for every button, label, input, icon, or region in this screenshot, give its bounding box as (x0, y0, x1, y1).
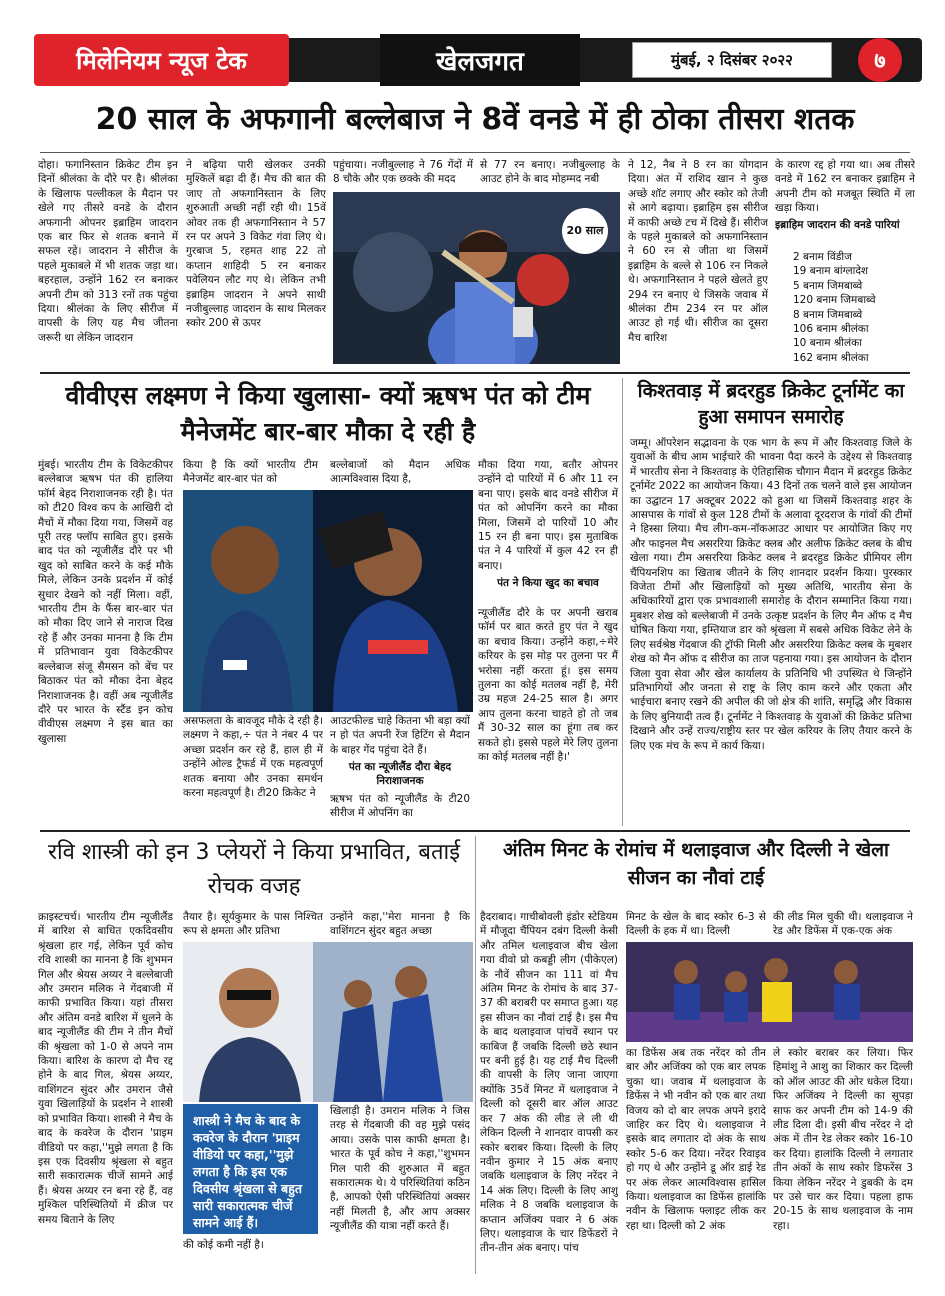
age-badge: 20 साल (562, 208, 608, 254)
stat-item: 162 बनाम श्रीलंका (793, 351, 869, 364)
story2-headline: वीवीएस लक्ष्मण ने किया खुलासा- क्यों ऋषभ पंत को टीम मैनेजमेंट बार-बार मौका दे रही है (65, 381, 591, 446)
kabaddi-photo (626, 942, 913, 1042)
section-divider (40, 830, 910, 832)
masthead (0, 0, 945, 92)
story1-col3a: पहुंचाया। नजीबुल्लाह ने 76 गेंदों में 8 चौके और एक छक्के की मदद (333, 159, 473, 186)
story5-col3a: की लीड मिल चुकी थी। थलाइवाज ने रेड और डिफेंस में एक-एक अंक (773, 911, 913, 938)
story1-col3b: से 77 रन बनाए। नजीबुल्लाह के आउट होने के बाद मोहम्मद नबी (480, 159, 620, 186)
story1-col4: ने 12, नैब ने 8 रन का योगदान दिया। अंत में राशिद खान ने कुछ अच्छे शॉट लगाए और स्कोर को तेजी से आगे बढ़ाया। इब्राहिम इस सीरीज में काफी अच्छे टच में दिखे हैं। सीरीज के पहले मुकाबले को अफगानिस्तान ने 60 रन से जीता था जिसमें इब्राहिम के बल्ले से 106 रन निकले थे। अफगानिस्तान ने पहले खेलते हुए 294 रन बनाए थे जिसके जवाब में श्रीलंका टीम 234 रन पर ऑल आउट हो गई थी। सीरीज का दूसरा मैच बारिश (628, 159, 768, 344)
story2-col4-subhead: पंत ने किया खुद का बचाव (497, 577, 599, 589)
batsman-photo (333, 192, 620, 364)
stat-item: 8 बनाम जिमबाब्वे (793, 308, 863, 321)
story3-headline: किश्तवाड़ में ब्रदरहुड क्रिकेट टूर्नामेंट का हुआ समापन समारोह (637, 380, 905, 428)
kabaddi-photo-svg (626, 942, 913, 1042)
stat-item: 106 बनाम श्रीलंका (793, 323, 869, 336)
story4-col1: क्राइस्टचर्च। भारतीय टीम न्यूजीलैंड में बारिश से बाधित एकदिवसीय श्रृंखला हार गई, लेकिन पूर्व कोच रवि शास्त्री का मानना है कि शुभमन गिल और श्रेयस अय्यर ने बल्लेबाजी और उमरान मलिक ने गेंदबाजी में काफी प्रभावित किया। यहां तीसरा और अंतिम वनडे बारिश में धुलने के बाद न्यूजीलैंड की टीम ने तीन मैचों की श्रृंखला को 1-0 से अपने नाम किया। बारिश के कारण दो मैच रद्द होने के बाद गिल, श्रेयस अय्यर, वाशिंगटन सुंदर और उमरान जैसे युवा खिलाड़ियों के प्रदर्शन ने शास्त्री को प्रभावित किया। शास्त्री ने मैच के बाद के कवरेज के दौरान 'प्राइम वीडियो पर कहा,''मुझे लगता है कि इस एक दिवसीय श्रृंखला से बहुत सारी सकारात्मक चीजें सामने आई हैं। श्रेयस अय्यर रन बना रहे हैं, वह मुश्किल परिस्थितियों में क्रीज पर समय बिताने के लिए (38, 911, 173, 1226)
story1-col2: ने बढ़िया पारी खेलकर उनकी मुश्किलें बढ़ा दी हैं। मैच की बात की जाए तो अफगानिस्तान के लिए शुरुआती अच्छी नहीं रही थी। 15वें ओवर तक ही अफगानिस्तान ने 57 रन पर अपने 3 विकेट गंवा लिए थे। गुरबाज 5, रहमत शाह 22 तो कप्तान शाहिदी 5 रन बनाकर पवेलियन लौट गए थे। लेकिन तभी इब्राहिम जादरान ने अपने साथी नजीबुल्लाह जादरान के साथ मिलकर स्कोर 200 से ऊपर (186, 159, 326, 330)
pull-quote: शास्त्री ने मैच के बाद के कवरेज के दौरान 'प्राइम वीडियो पर कहा,''मुझे लगता है कि इस एक दिवसीय श्रृंखला से बहुत सारी सकारात्मक चीजें सामने आई हैं। (183, 1104, 318, 1234)
section-title: खेलजगत (380, 34, 580, 86)
stat-item: 19 बनाम बांग्लादेश (793, 265, 869, 278)
story5-headline: अंतिम मिनट के रोमांच में थलाइवाज और दिल्ली ने खेला सीजन का नौवां टाई (503, 839, 889, 889)
stat-item: 5 बनाम जिमबाब्वे (793, 279, 863, 292)
stat-item: 10 बनाम श्रीलंका (793, 337, 862, 350)
story5-col1: हैदराबाद। गाचीबोवली इंडोर स्टेडियम में मौजूदा चैंपियन दबंग दिल्ली केसी और तमिल थलाइवाज बीच खेला गया वीवो प्रो कबड्डी लीग (पीकेएल) के नौवें सीजन का 111 वां मैच अंतिम मिनट के रोमांच के बाद 37-37 की बराबरी पर समाप्त हुआ। यह इस सीजन का नौवां टाई है। इस मैच के बाद थलाइवाज पांचवें स्थान पर काबिज हैं जबकि दिल्ली छठे स्थान पर बनी हुई है। यह टाई मैच दिल्ली की वापसी के लिए जाना जाएगा क्योंकि 35वें मिनट में थलाइवाज ने दिल्ली को दूसरी बार ऑल आउट कर 7 अंक की लीड ले ली थी लेकिन दिल्ली ने शानदार वापसी कर स्कोर बराबर किया। दिल्ली के लिए नवीन कुमार ने 15 अंक बनाए जबकि थलाइवाज के लिए नरेंदर ने 14 अंक लिए। दिल्ली के लिए आशु मलिक ने 8 जबकि थलाइवाज के कप्तान अजिंक्य पवार ने 6 अंक लिए। थलाइवाज के चार डिफेंडरों ने तीन-तीन अंक बनाए। पांच (480, 911, 618, 1255)
stat-item: 120 बनाम जिमबाब्वे (793, 294, 876, 307)
divider (40, 152, 910, 153)
players-photo-svg (183, 490, 473, 712)
stat-item: 2 बनाम विंडीज (793, 251, 852, 263)
story2-col3a: बल्लेबाजों को मैदान अधिक आत्मविश्वास दिया है, (330, 459, 470, 486)
column-divider (622, 378, 623, 826)
story1-col1: दोहा। फगानिस्तान क्रिकेट टीम इन दिनों श्रीलंका के दौरे पर है। श्रीलंका के खिलाफ पल्लीकल के मैदान पर खेले गए तीसरे वनडे के दौरान अफगानी ओपनर इब्राहिम जादरान एक बार फिर से शतक बनाने में सफल रहे। जादरान ने सीरीज के पहले मुकाबले में भी शतक जड़ा था। बहरहाल, उन्होंने 162 रन बनाकर अपनी टीम को 313 रनों तक पहुंचा दिया। श्रीलंका के लिए सीरीज में वापसी के लिए यह मैच जीतना जरूरी था लेकिन जादरान (38, 159, 178, 344)
story2-col3c: ऋषभ पंत को न्यूजीलैंड के टी20 सीरीज में ओपनिंग का (330, 793, 470, 820)
column-divider (475, 836, 476, 1274)
story1-col5: के कारण रद्द हो गया था। अब तीसरे वनडे में 162 रन बनाकर इब्राहिम ने अपनी टीम को मजबूत स्थिति में ला खड़ा किया। (775, 159, 915, 215)
shastri-photo (183, 942, 473, 1102)
story2-col1: मुंबई। भारतीय टीम के विकेटकीपर बल्लेबाज ऋषभ पंत की हालिया फॉर्म बेहद निराशाजनक रही है। पंत को टी20 विश्व कप के आखिरी दो मैचों में मौका दिया गया, जिसमें वह पूरी तरह फ्लॉप साबित हुए। इसके बाद पंत को न्यूजीलैंड दौरे पर भी खुद को साबित करने के कई मौके मिले, लेकिन उनके प्रदर्शन में कोई सुधार देखने को नहीं मिला। वहीं, भारतीय टीम के फैंस बार-बार पंत को मौका दिए जाने से नाराज दिख रहे हैं और उनका मानना है कि टीम में प्रतिभावान युवा विकेटकीपर बल्लेबाज संजू सैमसन को बेंच पर बिठाकर पंत को मौका देना बेहद निराशाजनक है। वहीं अब न्यूजीलैंड दौरे पर भारत के स्टैंड इन कोच वीवीएस लक्ष्मण ने इस बात का खुलासा (38, 459, 173, 745)
brand-logo: मिलेनियम न्यूज टेक (34, 34, 289, 86)
story4-col2a: तैयार है। सूर्यकुमार के पास निश्चित रूप से क्षमता और प्रतिभा (183, 911, 323, 938)
shastri-photo-svg (183, 942, 473, 1102)
story2-col3-subhead: पंत का न्यूजीलैंड दौरा बेहद निराशाजनक (348, 761, 452, 788)
story2-col2a: किया है कि क्यों भारतीय टीम मैनेजमेंट बार-बार पंत को (183, 459, 318, 486)
stats-title: इब्राहिम जादरान की वनडे पारियां (775, 219, 900, 231)
edition-date: मुंबई, २ दिसंबर २०२२ (632, 42, 832, 78)
section-divider (40, 372, 910, 374)
story5-col2a: मिनट के खेल के बाद स्कोर 6-3 से दिल्ली के हक में था। दिल्ली (626, 911, 766, 938)
story4-col3b: खिलाड़ी है। उमरान मलिक ने जिस तरह से गेंदबाजी की वह मुझे पसंद आया। उसके पास काफी क्षमता है। भारत के पूर्व कोच ने कहा,''शुभमन गिल पारी की शुरुआत में बहुत सकारात्मक थे। ये परिस्थितियां कठिन है, आपको ऐसी परिस्थितियां अक्सर नहीं मिलती है, और आप अक्सर न्यूजीलैंड की यात्रा नहीं करते हैं। (330, 1105, 470, 1233)
stats-list (793, 250, 915, 368)
story3-body: जम्मू। ऑपरेशन सद्भावना के एक भाग के रूप में और किश्तवाड़ जिले के युवाओं के बीच आम भाईचारे की भावना पैदा करने के उद्देश्य से किश्तवाड़ में भारतीय सेना ने किश्तवाड़ के ऐतिहासिक चौगान मैदान में ब्रदरहुड क्रिकेट टूर्नामेंट 2022 का आयोजन किया। 43 दिनों तक चलने वाले इस आयोजन का उद्घाटन 17 अक्टूबर 2022 को हुआ था जिसमें किश्तवाड़ शहर के आसपास के गांवों से कुल 128 टीमों के अलावा दूरदराज के गांवों की टीमों ने हिस्सा लिया। मैच लीग-कम-नॉकआउट आधार पर आयोजित किए गए और फाइनल मैच असररिया क्रिकेट क्लब और अलीफ क्रिकेट क्लब के बीच खेला गया। टीम असररिया क्रिकेट क्लब ने ब्रदरहुड क्रिकेट प्रीमियर लीग चैंपियनशिप का खिताब जीतने के लिए शानदार प्रदर्शन किया। पुरस्कार विजेता टीमों और खिलाड़ियों को मुख्य अतिथि, भारतीय सेना के अधिकारियों द्वारा एक प्रभावशाली समारोह के दौरान सम्मानित किया गया। मुबशर शेख को बल्लेबाजी में उनके उत्कृष्ट प्रदर्शन के लिए मैन ऑफ द मैच घोषित किया गया, इम्तियाज डार को श्रृंखला में सबसे अधिक विकेट लेने के लिए सर्वश्रेष्ठ गेंदबाज की ट्रॉफी मिली और असररिया क्रिकेट क्लब के मुबशर शेख को मैन ऑफ द सीरीज का ताज पहनाया गया। इस आयोजन के दौरान जिला युवा सेवा और खेल कार्यालय के प्रतिनिधि भी उपस्थित थे जिन्होंने प्रतिभागियों और जनता से राष्ट्र के लिए काम करने और एकता और भाईचारा बनाए रखने की अपील की जो क्षेत्र की शांति, समृद्धि और विकास के लिए बुनियादी तत्व हैं। टूर्नामेंट ने किश्तवाड़ के युवाओं की क्रिकेट प्रतिभा दिखाने और उन्हें राज्य/राष्ट्रीय स्तर पर खेल करियर के लिए तैयार करने के लिए एक मंच के रूप में कार्य किया। (630, 437, 912, 752)
players-photo (183, 490, 473, 712)
story2-col4a: मौका दिया गया, बतौर ओपनर उन्होंने दो पारियों में 6 और 11 रन बना पाए। इसके बाद वनडे सीरीज में पंत को ओपनिंग करने का मौका मिला, जिसमें दो पारियों 10 और 15 रन ही बना पाए। इस मुताबिक पंत ने 4 पारियों में कुल 42 रन ही बनाए। (478, 459, 618, 572)
page-number: ७ (858, 38, 902, 82)
story2-col4b: न्यूजीलैंड दौरे के पर अपनी खराब फॉर्म पर बात करते हुए पंत ने खुद का बचाव किया। उन्होंने कहा,÷मेरे करियर के इस मोड़ पर तुलना पर मैं भरोसा नहीं करता हूं। इस समय तुलना का कोई मतलब नहीं है, मेरी उम्र महज 24-25 साल है। अगर आप तुलना करना चाहते हो तो जब मैं 30-32 साल का हूंगा तब कर सकते हो। इससे पहले मेरे लिए तुलना का कोई मतलब नहीं है।' (478, 607, 618, 764)
story4-col2b: की कोई कमी नहीं है। (183, 1239, 264, 1251)
story1-headline: 20 साल के अफगानी बल्लेबाज ने 8वें वनडे में ही ठोका तीसरा शतक (95, 102, 855, 137)
story2-col3b: आउटफील्ड चाहे कितना भी बड़ा क्यों न हो पंत अपनी रेंज हिटिंग से मैदान के बाहर गेंद पहुंचा देते हैं। (330, 715, 470, 756)
story4-headline: रवि शास्त्री को इन 3 प्लेयरों ने किया प्रभावित, बताई रोचक वजह (47, 840, 461, 899)
story4-col3a: उन्होंने कहा,''मेरा मानना है कि वाशिंगटन सुंदर बहुत अच्छा (330, 911, 470, 938)
story5-col2b: का डिफेंस अब तक नरेंदर को तीन बार और अजिंक्य को एक बार लपक चुका था। जवाब में थलाइवाज के डिफेंस ने भी नवीन को एक बार तथा विजय को दो बार लपक अपने इरादे जाहिर कर दिए थे। थलाइवाज ने इसके बाद लगातार दो अंक के साथ स्कोर 5-6 कर दिया। नरेंदर रिवाइव हो गए थे और उन्होंने डू ऑर डाई रेड पर अंक लेकर आत्मविश्वास हासिल किया। थलाइवाज का डिफेंस हालांकि नवीन के खिलाफ फ्लाइट लीक कर रहा था। दिल्ली को 2 अंक (626, 1047, 766, 1232)
story5-col3b: ले स्कोर बराबर कर लिया। फिर हिमांशु ने आशु का शिकार कर दिल्ली को ऑल आउट की ओर धकेल दिया। फिर अजिंक्य ने दिल्ली का सूपड़ा साफ कर अपनी टीम को 14-9 की लीड दिला दी। इसी बीच नरेंदर ने दो अंक में तीन रेड लेकर स्कोर 16-10 कर दिया। हालांकि दिल्ली ने लगातार तीन अंकों के साथ स्कोर डिफरेंस 3 किया लेकिन नरेंदर ने डुबकी के दम पर उसे चार कर दिया। पहला हाफ 20-15 के साथ थलाइवाज के नाम रहा। (773, 1047, 913, 1232)
story2-col2b: असफलता के बावजूद मौके दे रही है। लक्ष्मण ने कहा,÷ पंत ने नंबर 4 पर अच्छा प्रदर्शन कर रहे हैं, हाल ही में उन्होंने ओल्ड ट्रैफर्ड में एक महत्वपूर्ण शतक बनाया और उनका समर्थन करना महत्वपूर्ण है। टी20 क्रिकेट ने (183, 715, 323, 800)
